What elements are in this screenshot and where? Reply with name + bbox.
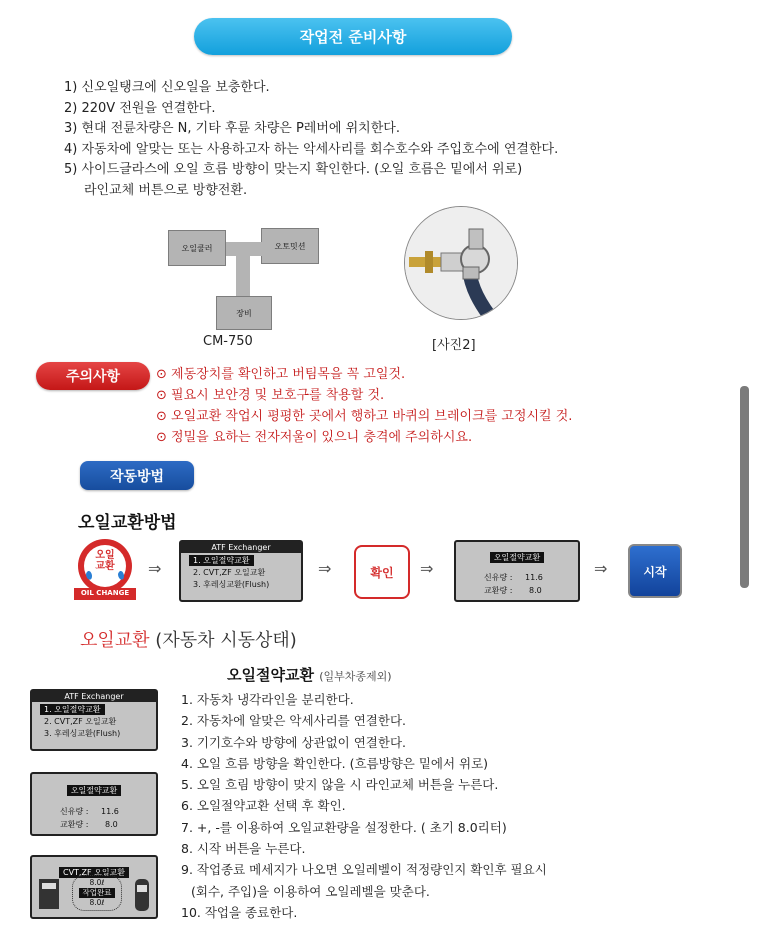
step-item: 3. 기기호수와 방향에 상관없이 연결한다.: [181, 734, 406, 750]
oil-change-method-heading: 오일교환방법: [78, 513, 177, 533]
menu-item-flush[interactable]: 3. 후레싱교환(Flush): [44, 729, 121, 738]
oil-change-title: 오일교환: [80, 630, 150, 651]
new-oil-label: 신유량 :: [60, 807, 89, 816]
pipe-horizontal: [226, 242, 262, 256]
new-oil-value: 11.6: [100, 807, 119, 816]
scrollbar-thumb[interactable]: [740, 386, 749, 588]
caution-list: [156, 364, 572, 448]
caution-item: ⊙ 제동장치를 확인하고 버팀목을 꼭 고일것.: [156, 367, 406, 382]
step-item: 4. 오일 흐름 방향을 확인한다. (흐름방향은 밑에서 위로): [181, 755, 489, 771]
caution-item: ⊙ 오일교환 작업시 평평한 곳에서 행하고 바퀴의 브레이크를 고정시킬 것.: [156, 409, 573, 424]
exchange-label: 교환량 :: [60, 820, 89, 829]
oil-cooler-box: 오일쿨러: [168, 230, 226, 266]
diagram-label: CM-750: [203, 334, 253, 349]
exchange-label: 교환량 :: [484, 586, 513, 595]
new-oil-label: 신유량 :: [484, 573, 513, 582]
hose-fitting-icon: [405, 207, 518, 320]
menu-lcd: [179, 540, 303, 602]
flow-arrow-icon: ⇒: [148, 559, 162, 578]
step-item-continuation: (회수, 주입)을 이용하여 오일레벨을 맞춘다.: [191, 883, 430, 899]
exchange-value: 8.0: [528, 586, 542, 595]
oil-change-heading: [80, 626, 297, 652]
exchange-value: 8.0: [104, 820, 118, 829]
start-button[interactable]: 시작: [628, 544, 682, 598]
oil-change-condition: (자동차 시동상태): [155, 630, 297, 651]
menu-item-save[interactable]: 1. 오일절약교환: [189, 555, 254, 566]
menu-item-cvt[interactable]: 2. CVT,ZF 오일교환: [44, 717, 117, 726]
menu-item-flush[interactable]: 3. 후레싱교환(Flush): [193, 580, 270, 589]
car-icon: [132, 877, 152, 913]
menu-lcd-small: [30, 689, 158, 751]
save-lcd-header: 오일절약교환: [67, 785, 121, 796]
caution-item: ⊙ 정밀을 요하는 전자저울이 있으니 충격에 주의하시요.: [156, 430, 473, 445]
save-lcd-header: 오일절약교환: [490, 552, 544, 563]
step-item: 10. 작업을 종료한다.: [181, 904, 298, 920]
menu-item-save[interactable]: 1. 오일절약교환: [40, 704, 105, 715]
prep-item: 2) 220V 전원을 연결한다.: [64, 100, 216, 116]
cvt-lcd-header: CVT,ZF 오일교환: [59, 867, 129, 878]
prep-item: 4) 자동차에 알맞는 또는 사용하고자 하는 악세사리를 회수호수와 주입호수에 연결한다.: [64, 141, 559, 157]
cm750-diagram: [166, 222, 318, 332]
page-title: 작업전 준비사항: [194, 18, 512, 55]
step-item: 9. 작업종료 메세지가 나오면 오일레벨이 적정량인지 확인후 필요시: [181, 862, 547, 878]
steps-list: [181, 689, 547, 923]
save-lcd: [454, 540, 580, 602]
save-exchange-note: (일부차종제외): [319, 670, 392, 683]
step-item: 7. +, -를 이용하여 오일교환량을 설정한다. ( 초기 8.0리터): [181, 819, 507, 835]
prep-item-continuation: 라인교체 버튼으로 방향전환.: [84, 182, 248, 198]
method-badge: 작동방법: [80, 461, 194, 490]
save-lcd-small: [30, 772, 158, 836]
photo-label: [사진2]: [432, 338, 476, 353]
save-exchange-title: 오일절약교환: [227, 666, 314, 684]
flow-arrow-icon: ⇒: [594, 559, 608, 578]
new-oil-value: 11.6: [524, 573, 543, 582]
confirm-button[interactable]: 확인: [354, 545, 410, 599]
machine-icon: [38, 877, 60, 911]
pipe-vertical: [236, 256, 250, 298]
prep-item: 3) 현대 전륜차량은 N, 기타 후륜 차량은 P레버에 위치한다.: [64, 121, 400, 136]
cvt-value1: 8.0ℓ: [89, 878, 105, 887]
step-item: 2. 자동차에 알맞은 악세사리를 연결한다.: [181, 713, 406, 729]
prep-list: [64, 78, 558, 201]
logo-ribbon: OIL CHANGE: [80, 589, 130, 597]
menu-lcd-header: ATF Exchanger: [32, 691, 156, 702]
logo-line2: 교환: [95, 561, 115, 572]
cvt-status: 작업완료: [79, 888, 115, 898]
fitting-photo: [404, 206, 518, 320]
step-item: 8. 시작 버튼을 누른다.: [181, 841, 306, 857]
menu-item-cvt[interactable]: 2. CVT,ZF 오일교환: [193, 568, 266, 577]
step-item: 1. 자동차 냉각라인을 분리한다.: [181, 692, 354, 707]
prep-item: 1) 신오일탱크에 신오일을 보충한다.: [64, 80, 270, 95]
prep-item: 5) 사이드글라스에 오일 흐름 방향이 맞는지 확인한다. (오일 흐름은 밑에서 위로): [64, 162, 523, 177]
step-item: 6. 오일절약교환 선택 후 확인.: [181, 798, 346, 814]
automission-box: 오토밋션: [261, 228, 319, 264]
menu-lcd-header: ATF Exchanger: [181, 542, 301, 553]
step-item: 5. 오일 흐림 방향이 맞지 않을 시 라인교체 버튼을 누른다.: [181, 777, 499, 793]
logo-line1: 오일: [95, 550, 115, 561]
cvt-value2: 8.0ℓ: [89, 898, 105, 907]
flow-arrow-icon: ⇒: [318, 559, 332, 578]
equipment-box: 장비: [216, 296, 272, 330]
cvt-lcd-small: [30, 855, 158, 919]
flow-arrow-icon: ⇒: [420, 559, 434, 578]
save-exchange-heading: [227, 664, 392, 685]
caution-badge: 주의사항: [36, 362, 150, 390]
caution-item: ⊙ 필요시 보안경 및 보호구를 착용할 것.: [156, 388, 385, 403]
oil-change-logo: [74, 538, 136, 602]
